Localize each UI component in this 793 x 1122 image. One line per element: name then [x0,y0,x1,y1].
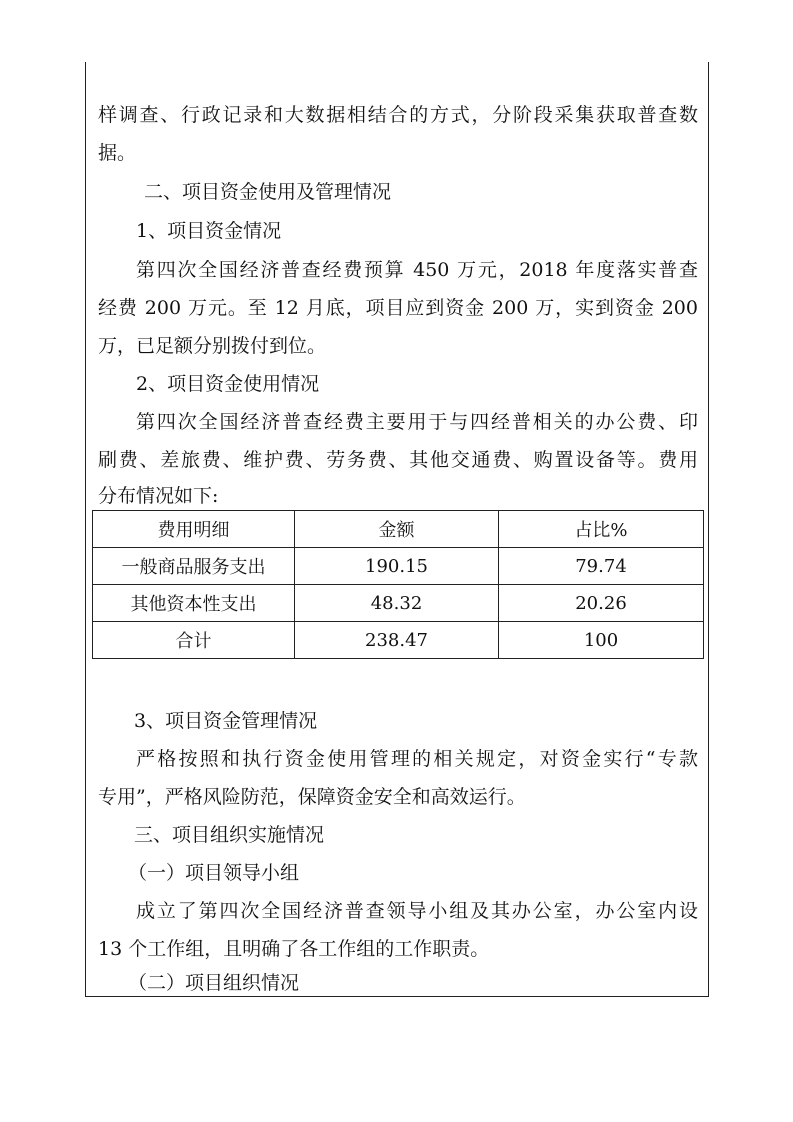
paragraph-line: 万，已足额分别拨付到位。 [98,335,327,357]
paragraph-line: 严格按照和执行资金使用管理的相关规定，对资金实行“专款 [136,748,698,770]
table-cell: 其他资本性支出 [93,585,295,622]
paragraph-line: 专用”，严格风险防范，保障资金安全和高效运行。 [98,786,526,808]
table-cell: 一般商品服务支出 [93,548,295,585]
paragraph-line: 据。 [98,142,137,164]
subsection-heading: 3、项目资金管理情况 [134,710,318,732]
table-header-row [93,511,704,548]
subsection-heading: 1、项目资金情况 [136,220,282,242]
table-header-cell: 占比% [499,511,704,548]
table-header-cell: 金额 [295,511,499,548]
subsection-heading: 2、项目资金使用情况 [136,373,320,395]
table-cell: 20.26 [499,585,704,622]
paragraph-line: 分布情况如下: [98,485,219,507]
paragraph-line: 成立了第四次全国经济普查领导小组及其办公室，办公室内设 [136,900,698,922]
paragraph-line: 第四次全国经济普查经费主要用于与四经普相关的办公费、印 [136,411,698,433]
table-row [93,585,704,622]
table-cell: 48.32 [295,585,499,622]
table-cell: 100 [499,622,704,659]
paragraph-line: 13 个工作组，且明确了各工作组的工作职责。 [98,938,490,960]
subsection-heading: （一）项目领导小组 [128,862,300,884]
table-cell: 79.74 [499,548,704,585]
paragraph-line: 样调查、行政记录和大数据相结合的方式，分阶段采集获取普查数 [98,104,698,126]
section-heading: 三、项目组织实施情况 [134,824,325,846]
paragraph-line: 经费 200 万元。至 12 月底，项目应到资金 200 万，实到资金 200 [98,297,698,319]
paragraph-line: 第四次全国经济普查经费预算 450 万元，2018 年度落实普查 [136,259,698,281]
paragraph-line: 刷费、差旅费、维护费、劳务费、其他交通费、购置设备等。费用 [98,449,698,471]
table-row-total [93,622,704,659]
section-heading: 二、项目资金使用及管理情况 [144,181,392,203]
cost-table [92,510,704,659]
subsection-heading: （二）项目组织情况 [128,972,300,994]
table-cell: 190.15 [295,548,499,585]
table-header-cell: 费用明细 [93,511,295,548]
table-cell: 合计 [93,622,295,659]
table-row [93,548,704,585]
table-cell: 238.47 [295,622,499,659]
